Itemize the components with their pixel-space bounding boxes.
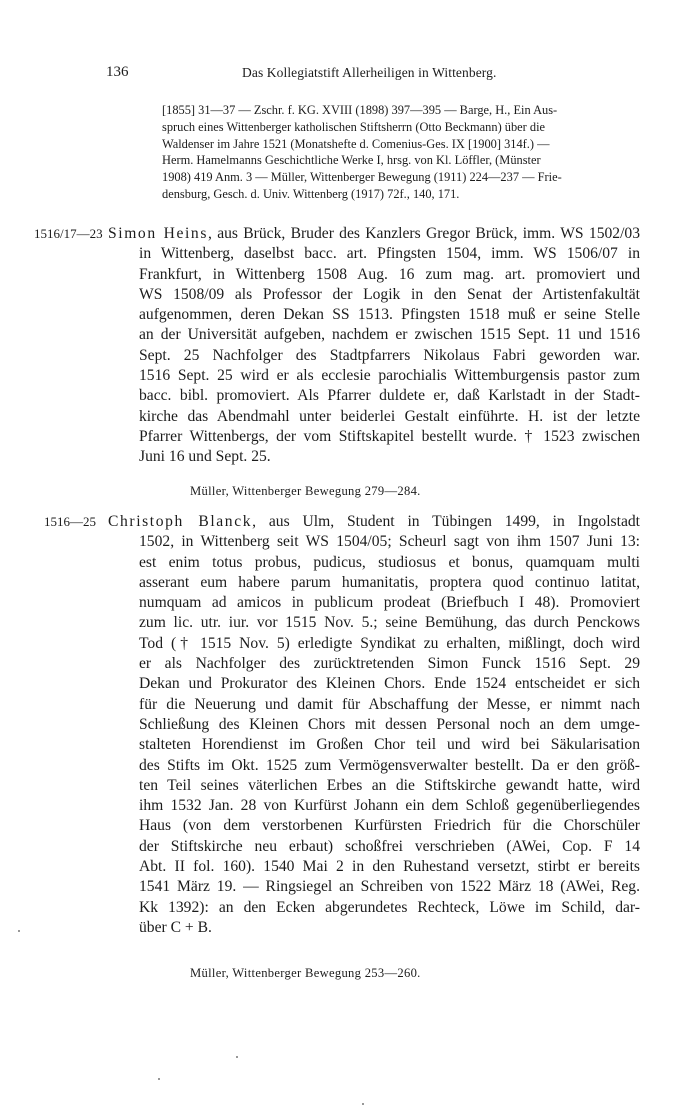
entry-line: Pfarrer Wittenbergs, der vom Stiftskapitel bestellt wurde. † 1523 zwischen	[139, 427, 640, 445]
entry-source: Müller, Wittenberger Bewegung 279—284.	[190, 484, 421, 498]
entry-line: Juni 16 und Sept. 25.	[139, 448, 271, 466]
entry-line: Dekan und Prokurator des Kleinen Chors. Ende 1524 entscheidet er sich	[139, 675, 640, 693]
scan-speck	[158, 1078, 160, 1080]
entry-line: 1502, in Wittenberg seit WS 1504/05; Scheurl sagt von ihm 1507 Juni 13:	[139, 533, 640, 551]
entry-name: Simon Heins	[108, 225, 209, 242]
entry-line: aufgenommen, deren Dekan SS 1513. Pfingsten 1518 muß er seine Stelle	[139, 306, 640, 324]
entry-line: für die Neuerung und damit für Abschaffung der Messe, er nimmt nach	[139, 695, 640, 713]
entry-years: 1516/17—23	[34, 226, 103, 241]
entry-line: Schließung des Kleinen Chors mit dessen Personal noch an dem umge-	[139, 715, 640, 733]
running-title: Das Kollegiatstift Allerheiligen in Wittenberg.	[242, 65, 497, 80]
entry-line: WS 1508/09 als Professor der Logik in den Senat der Artistenfakultät	[139, 285, 640, 303]
scan-speck	[18, 930, 20, 932]
entry-text	[108, 224, 640, 244]
entry-line: 1541 März 19. — Ringsiegel an Schreiben von 1522 März 18 (AWei, Reg.	[139, 878, 640, 896]
entry-text	[108, 512, 640, 532]
entry-line: 1516 Sept. 25 wird er als ecclesie parochialis Wittemburgensis pastor zum	[139, 367, 640, 385]
entry-line: Abt. II fol. 160). 1540 Mai 2 in den Ruhestand versetzt, stirbt er bereits	[139, 858, 640, 876]
entry-line: der Stiftskirche neu erbaut) schoßfrei verschrieben (AWei, Cop. F 14	[139, 837, 640, 855]
entry-name: Christoph Blanck	[108, 513, 253, 530]
entry-line: ten Teil seines väterlichen Erbes an die Stiftskirche gewandt hatte, wird	[139, 776, 640, 794]
entry-line: Kk 1392): an den Ecken abgerundetes Rechteck, Löwe im Schild, dar-	[139, 898, 640, 916]
entry-text-continued	[139, 244, 640, 467]
literature-references	[162, 102, 638, 203]
entry-source: Müller, Wittenberger Bewegung 253—260.	[190, 966, 421, 980]
entry-line: Haus (von dem verstorbenen Kurfürsten Friedrich für die Chorschüler	[139, 817, 640, 835]
entry-line: in Wittenberg, daselbst bacc. art. Pfingsten 1504, imm. WS 1506/07 in	[139, 245, 640, 263]
page-number: 136	[106, 64, 129, 80]
literature-line: Herm. Hamelmanns Geschichtliche Werke I, hrsg. von Kl. Löffler, (Münster	[162, 153, 541, 168]
scan-speck	[236, 1056, 238, 1058]
entry-line: über C + B.	[139, 918, 212, 936]
entry-line: Sept. 25 Nachfolger des Stadtpfarrers Nikolaus Fabri geworden war.	[139, 346, 640, 364]
scan-speck	[362, 1103, 364, 1105]
entry-line: Simon Heins, aus Brück, Bruder des Kanzlers Gregor Brück, imm. WS 1502/03	[108, 225, 641, 242]
entry-line: an der Universität aufgeben, nachdem er zwischen 1515 Sept. 11 und 1516	[139, 326, 640, 344]
entry-line: Christoph Blanck, aus Ulm, Student in Tübingen 1499, in Ingolstadt	[108, 513, 640, 530]
entry-line: des Stifts im Okt. 1525 zum Vermögensverwalter bestellt. Da er den größ-	[139, 756, 640, 774]
entry-line: est enim totus probus, pudicus, studiosus et bonus, quamquam multi	[139, 553, 640, 571]
entry-line: asserant eum habere parum humanitatis, proptera quod continuo latitat,	[139, 573, 640, 591]
entry-line: bacc. bibl. promoviert. Als Pfarrer duldete er, daß Karlstadt in der Stadt-	[139, 387, 640, 405]
entry-years: 1516—25	[44, 514, 96, 529]
literature-line: [1855] 31—37 — Zschr. f. KG. XVIII (1898) 397—395 — Barge, H., Ein Aus-	[162, 103, 558, 117]
literature-line: densburg, Gesch. d. Univ. Wittenberg (1917) 72f., 140, 171.	[162, 186, 460, 201]
entry-text-continued	[139, 532, 640, 938]
entry-line: zum lic. utr. iur. vor 1515 Nov. 5.; seine Bemühung, das durch Penckows	[139, 614, 640, 632]
entry-line: kirche das Abendmahl unter beiderlei Gestalt einführte. H. ist der letzte	[139, 407, 640, 425]
entry-line: er als Nachfolger des zurücktretenden Simon Funck 1516 Sept. 29	[139, 655, 640, 673]
entry-line: Tod († 1515 Nov. 5) erledigte Syndikat zu erhalten, mißlingt, doch wird	[139, 634, 640, 652]
literature-line: 1908) 419 Anm. 3 — Müller, Wittenberger Bewegung (1911) 224—237 — Frie-	[162, 170, 562, 185]
literature-line: Waldenser im Jahre 1521 (Monatshefte d. Comenius-Ges. IX [1900] 314f.) —	[162, 136, 550, 151]
entry-line: Frankfurt, in Wittenberg 1508 Aug. 16 zum mag. art. promoviert und	[139, 265, 640, 283]
entry-line: stalteten Horendienst im Großen Chor teil und wird bei Säkularisation	[139, 736, 640, 754]
entry-line: ihm 1532 Jan. 28 von Kurfürst Johann ein dem Schloß gegenüberliegendes	[139, 797, 640, 815]
page-header	[0, 64, 700, 88]
entry-line: numquam ad amicos in publicum prodeat (Briefbuch I 48). Promoviert	[139, 594, 640, 612]
literature-line: spruch eines Wittenberger katholischen Stiftsherrn (Otto Beckmann) über die	[162, 119, 546, 134]
